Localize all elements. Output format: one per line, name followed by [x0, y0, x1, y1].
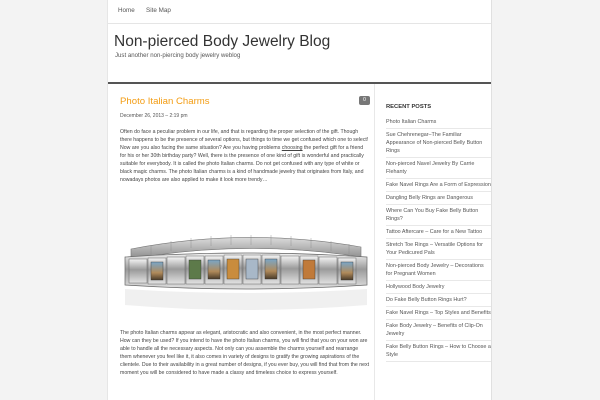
recent-post-link[interactable]: Where Can You Buy Fake Belly Button Rings? [386, 205, 491, 226]
post-title-link[interactable]: Photo Italian Charms [120, 96, 210, 107]
recent-post-link[interactable]: Sue Chehrenegar–The Familiar Appearance of Non-pierced Belly Button Rings [386, 129, 491, 158]
sidebar-divider [374, 84, 375, 400]
recent-post-link[interactable]: Dangling Belly Rings are Dangerous [386, 192, 491, 205]
recent-post-link[interactable]: Tattoo Aftercare – Care for a New Tattoo [386, 226, 491, 239]
recent-posts-list [386, 116, 491, 362]
nav-sitemap-link[interactable]: Site Map [146, 7, 171, 14]
site-description: Just another non-piercing body jewelry weblog [115, 52, 241, 59]
site-title[interactable]: Non-pierced Body Jewelry Blog [114, 33, 331, 50]
recent-post-link[interactable]: Non-pierced Navel Jewelry By Carrie Flehanty [386, 158, 491, 179]
recent-post-link[interactable]: Do Fake Belly Button Rings Hurt? [386, 294, 491, 307]
post-date: December 26, 2013 – 2:19 pm [120, 113, 188, 119]
page-right-edge [491, 0, 492, 400]
comment-count-badge[interactable]: 0 [359, 96, 370, 105]
recent-post-link[interactable]: Stretch Toe Rings – Versatile Options for Your Pedicured Pals [386, 239, 491, 260]
recent-post-link[interactable]: Non-pierced Body Jewelry – Decorations for Pregnant Women [386, 260, 491, 281]
page-container [108, 0, 491, 400]
intro-text-start: Often do face a peculiar problem in our life, and that is regarding the proper selection of the gift. Though there happens to be the presence of several options, but things to time we get confused which one to select! Now are you also facing the same situation? Are you having problems [120, 129, 369, 151]
main-content [108, 84, 374, 400]
recent-post-link[interactable]: Fake Navel Rings Are a Form of Expression [386, 179, 491, 192]
sidebar-title: RECENT POSTS [386, 104, 432, 110]
post-paragraph-body: The photo Italian charms appear as elegant, aristocratic and also convenient, in the most perfect manner. How can they be used? If you intend to have the photo Italian charms, you will find that you on your won are able to handle all the necessary aspects. Not only can you assemble the charms yourself and rearrange them whenever you feel like it, it also comes in variety of designs to gratify the growing aspirations of the clientele. Due to their availability in a great number of designs, if you ever buy, you will find that from the next moment you will be considered to have made a classy and timeless choice to express yourself. [120, 330, 370, 376]
italian-charm-bracelet-image [121, 219, 371, 319]
post-paragraph-intro [120, 128, 370, 184]
recent-post-link[interactable]: Fake Navel Rings – Top Styles and Benefits [386, 307, 491, 320]
recent-post-link[interactable]: Fake Body Jewelry – Benefits of Clip-On Jewelry [386, 320, 491, 341]
nav-home-link[interactable]: Home [118, 7, 135, 14]
choosing-link[interactable]: choosing [281, 145, 303, 151]
top-navigation [108, 0, 491, 24]
intro-text-end: the perfect gift for a friend for his or her 30th birthday party? Well, there is the presence of one kind of gift is wonderful and practically suitable for everybody. It is called the photo Italian charms. Do not get confused with any type of white or black magic charms. The photo Italian charms is a kind of handmade jewelry that originates from Italy, and nowadays photos are also applied to make it look more trendy… [120, 145, 364, 183]
sidebar-recent-posts [386, 104, 491, 362]
recent-post-link[interactable]: Photo Italian Charms [386, 116, 491, 129]
recent-post-link[interactable]: Fake Belly Button Rings – How to Choose a Style [386, 341, 491, 362]
recent-post-link[interactable]: Hollywood Body Jewelry [386, 281, 491, 294]
